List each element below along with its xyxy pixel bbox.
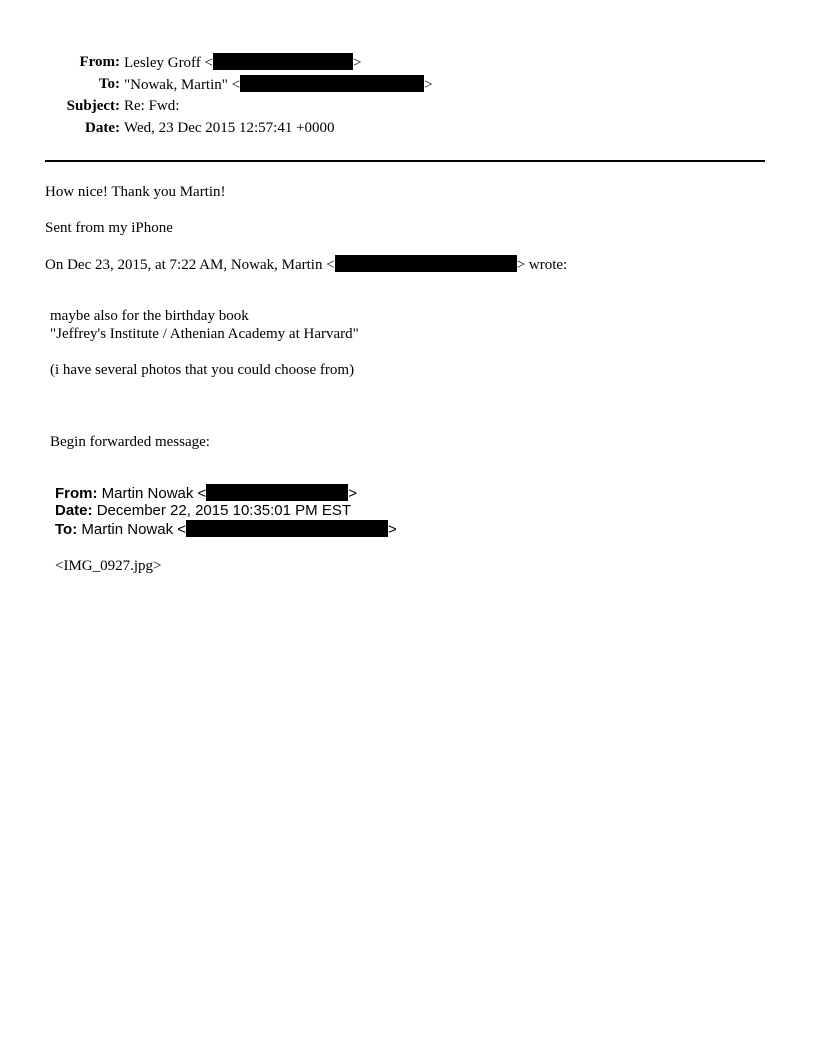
attachment-placeholder: <IMG_0927.jpg> (55, 558, 162, 574)
redaction-box (335, 255, 517, 272)
forwarded-to-label: To: (55, 521, 78, 538)
quote-intro-start: On Dec 23, 2015, at 7:22 AM, Nowak, Martin < (45, 257, 335, 273)
quoted-line-2: "Jeffrey's Institute / Athenian Academy at Harvard" (50, 326, 359, 342)
from-label: From: (79, 54, 120, 70)
quote-intro (45, 255, 567, 274)
forward-intro: Begin forwarded message: (50, 434, 210, 450)
header-date-row (0, 119, 816, 141)
from-value (124, 53, 361, 72)
forwarded-date-value: December 22, 2015 10:35:01 PM EST (96, 502, 351, 519)
forwarded-date-label: Date: (55, 502, 93, 519)
from-name: Lesley Groff < (124, 55, 213, 71)
header-subject-row (0, 97, 816, 119)
date-value: Wed, 23 Dec 2015 12:57:41 +0000 (124, 120, 335, 136)
subject-label: Subject: (66, 98, 120, 114)
header-to-row (0, 75, 816, 97)
signature-line: Sent from my iPhone (45, 220, 173, 236)
header-from-row (0, 53, 816, 75)
quoted-line-1: maybe also for the birthday book (50, 308, 249, 324)
redaction-box (206, 484, 348, 501)
to-value (124, 75, 433, 94)
redaction-box (213, 53, 353, 70)
to-label: To: (98, 76, 120, 92)
header-divider (45, 160, 765, 162)
reply-line: How nice! Thank you Martin! (45, 184, 226, 200)
redaction-box (186, 520, 388, 537)
forwarded-to-close: > (388, 521, 397, 538)
to-name: "Nowak, Martin" < (124, 77, 241, 93)
forwarded-date-row (55, 502, 351, 520)
date-label: Date: (85, 120, 120, 136)
forwarded-from-close: > (348, 485, 358, 502)
quote-intro-end: > wrote: (516, 257, 568, 273)
forwarded-from-row (55, 484, 357, 503)
to-close: > (424, 77, 433, 93)
subject-value: Re: Fwd: (124, 98, 180, 114)
forwarded-from-value: Martin Nowak < (101, 485, 207, 502)
from-close: > (353, 55, 362, 71)
forwarded-from-label: From: (55, 485, 98, 502)
quoted-line-3: (i have several photos that you could choose from) (50, 362, 355, 378)
redaction-box (240, 75, 424, 92)
forwarded-to-value: Martin Nowak < (81, 521, 187, 538)
email-header (0, 53, 816, 141)
forwarded-to-row (55, 520, 397, 539)
